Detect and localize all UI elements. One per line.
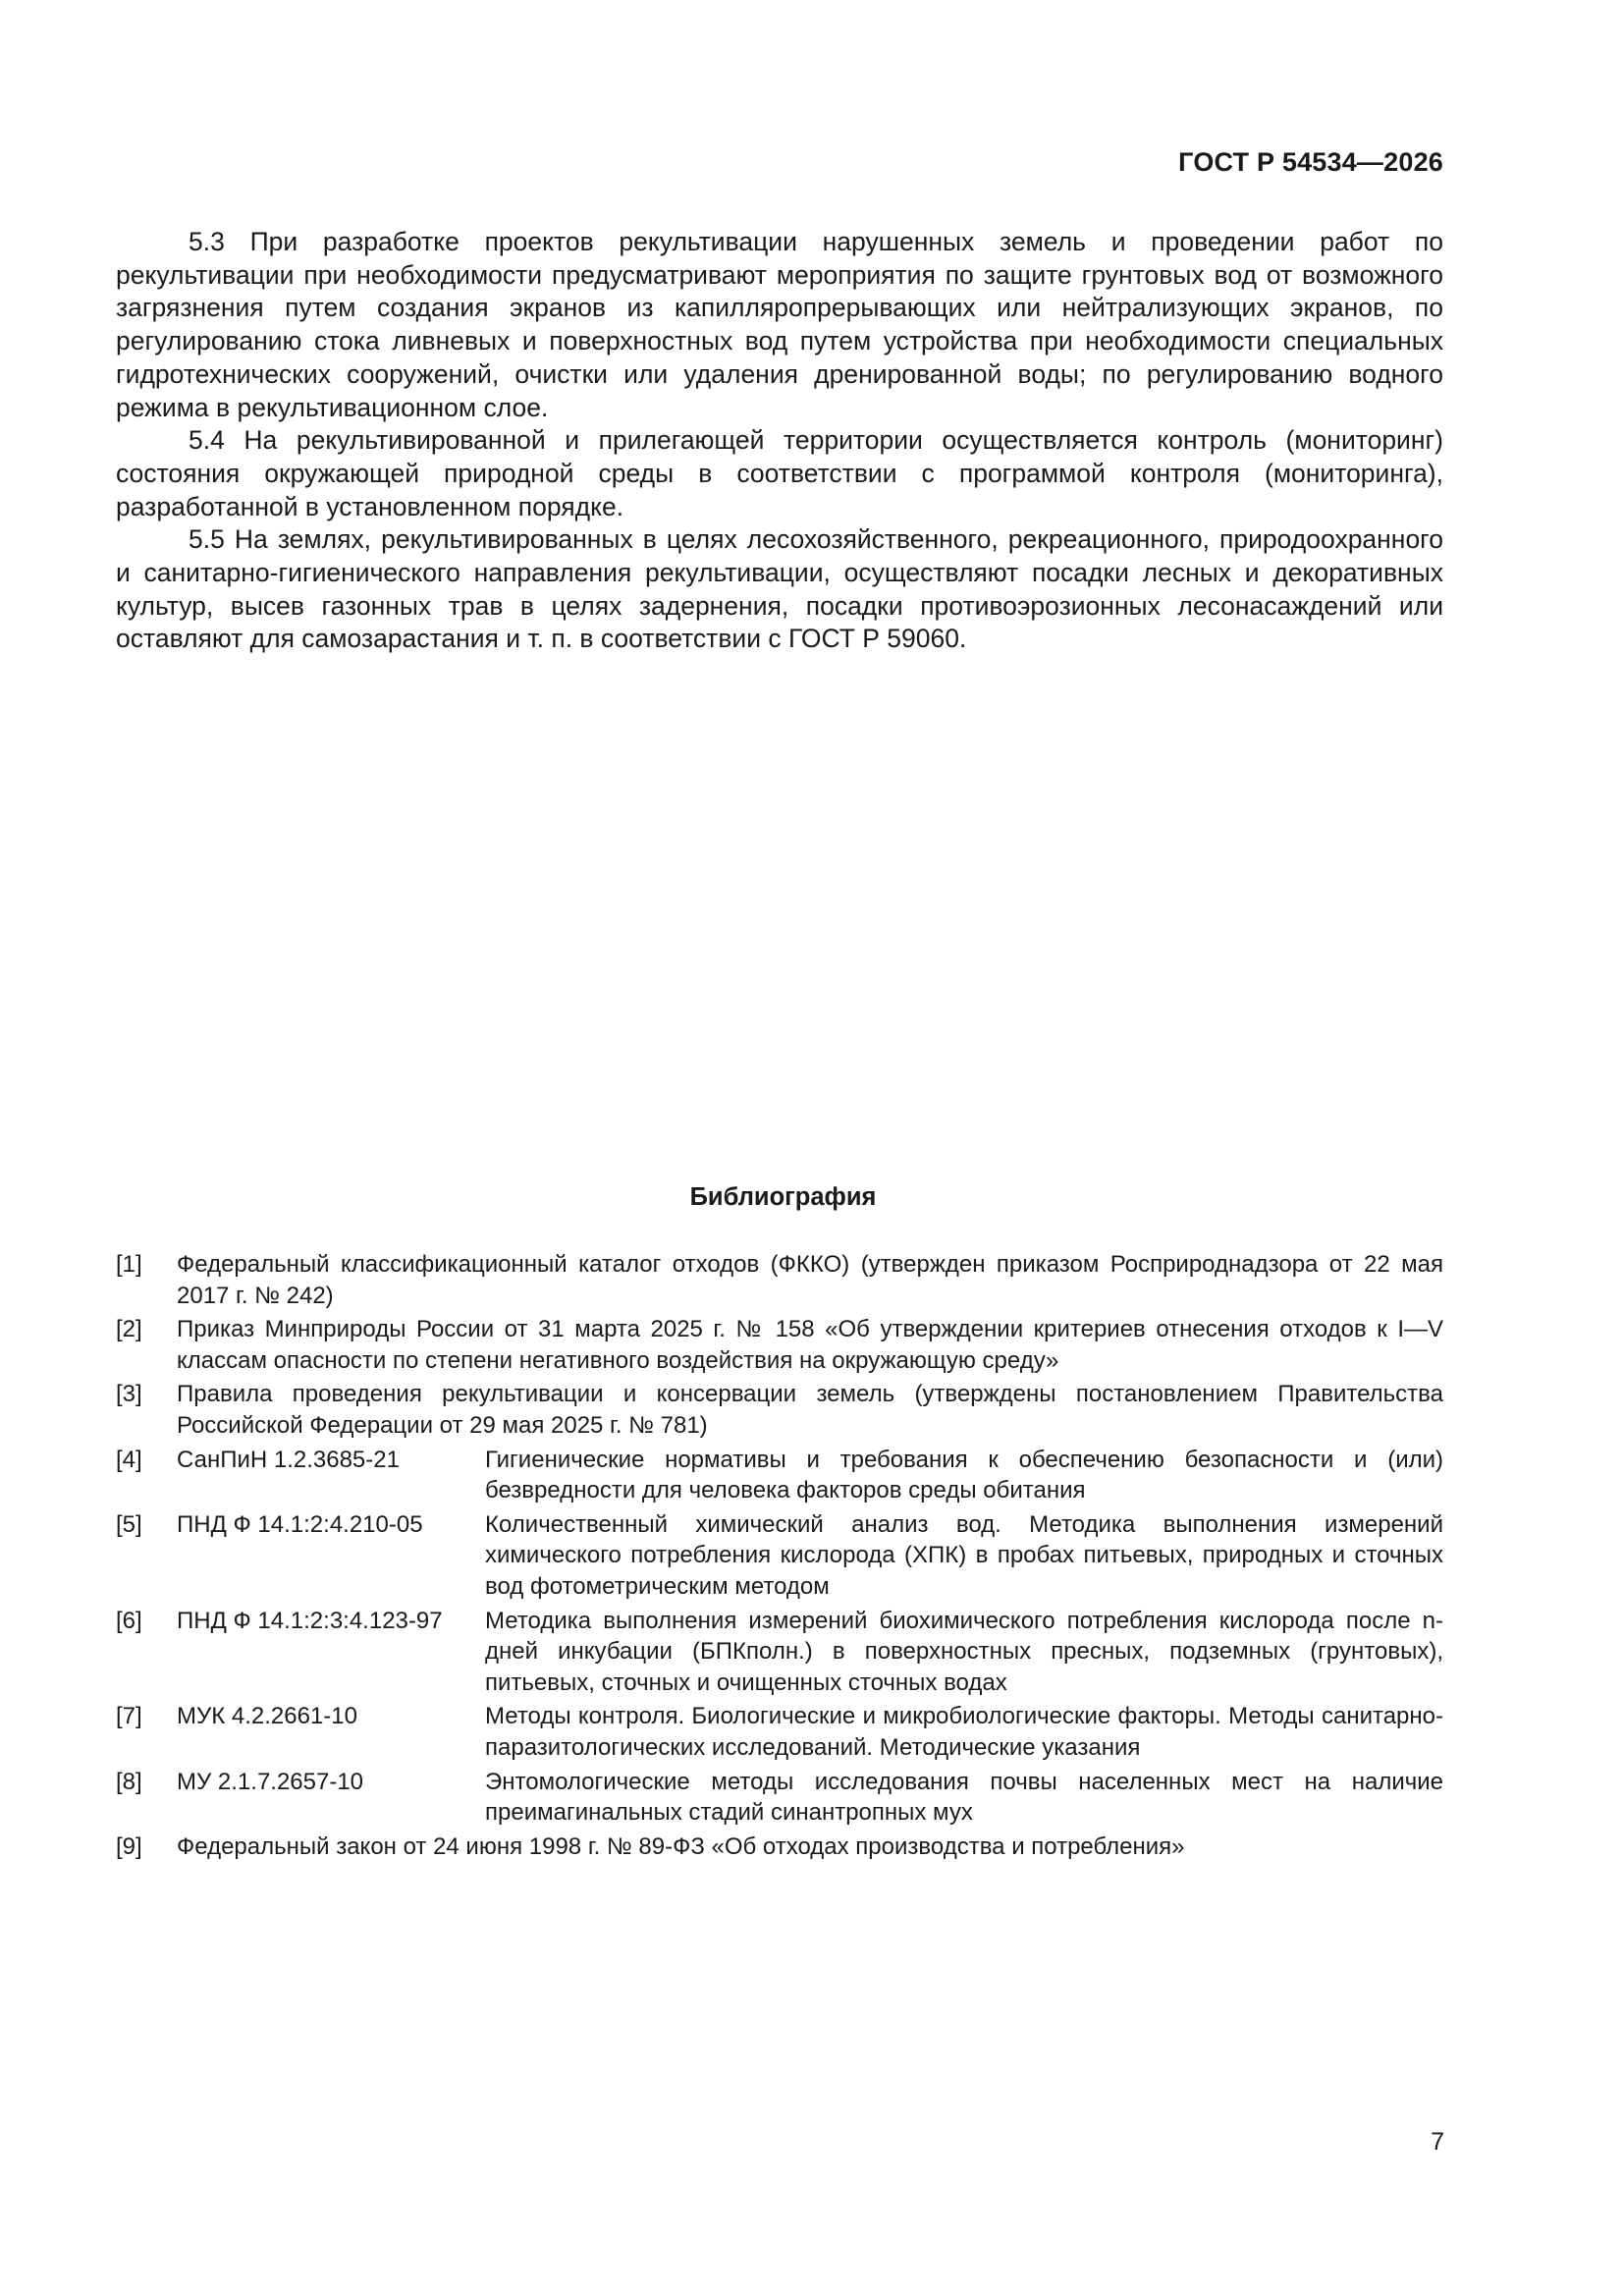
bibliography-entry-9 [116, 1831, 1443, 1863]
entry-text: Методика выполнения измерений биохимического потребления кислорода после n-дней инкубации (БПКполн.) в поверхностных пресных, подземных (грунтовых), питьевых, сточных и очищенных сточных водах [485, 1607, 1443, 1696]
entry-number: [2] [116, 1316, 142, 1343]
main-text [116, 226, 1443, 656]
bibliography-entry-4 [116, 1445, 1443, 1506]
bibliography-entry-7 [116, 1701, 1443, 1763]
bibliography-entry-6 [116, 1606, 1443, 1699]
entry-number: [3] [116, 1381, 142, 1408]
bibliography-entry-2 [116, 1314, 1443, 1376]
entry-text: Количественный химический анализ вод. Методика выполнения измерений химического потребления кислорода (ХПК) в пробах питьевых, природных и сточных вод фотометрическим методом [485, 1510, 1443, 1600]
document-code: ГОСТ Р 54534—2026 [1178, 147, 1443, 177]
bibliography-entry-3 [116, 1379, 1443, 1441]
bibliography-entry-8 [116, 1767, 1443, 1829]
entry-code: МУ 2.1.7.2657-10 [177, 1768, 364, 1795]
entry-text: Правила проведения рекультивации и консервации земель (утверждены постановлением Правительства Российской Федерации от 29 мая 2025 г. № 781) [177, 1381, 1443, 1439]
entry-text: Приказ Минприроды России от 31 марта 2025 г. № 158 «Об утверждении критериев отнесения отходов к I—V классам опасности по степени негативного воздействия на окружающую среду» [177, 1316, 1443, 1374]
entry-text: Федеральный классификационный каталог отходов (ФККО) (утвержден приказом Росприроднадзора от 22 мая 2017 г. № 242) [177, 1251, 1443, 1309]
entry-number: [1] [116, 1251, 142, 1278]
entry-number: [9] [116, 1832, 142, 1860]
entry-code: ПНД Ф 14.1:2:4.210-05 [177, 1510, 423, 1538]
entry-number: [5] [116, 1510, 142, 1538]
bibliography-list [116, 1249, 1443, 1865]
entry-number: [6] [116, 1607, 142, 1634]
page-number: 7 [1431, 2128, 1444, 2156]
paragraph-5-4: 5.4 На рекультивированной и прилегающей территории осуществляется контроль (мониторинг) состояния окружающей природной среды в соответствии с программой контроля (мониторинга), разработанной в установленном порядке. [116, 425, 1443, 521]
entry-text: Методы контроля. Биологические и микробиологические факторы. Методы санитарно-паразитологических исследований. Методические указания [485, 1703, 1443, 1761]
bibliography-entry-1 [116, 1249, 1443, 1311]
entry-code: СанПиН 1.2.3685-21 [177, 1446, 400, 1473]
entry-number: [8] [116, 1768, 142, 1795]
entry-code: МУК 4.2.2661-10 [177, 1703, 357, 1730]
entry-text: Энтомологические методы исследования почвы населенных мест на наличие преимагинальных стадий синантропных мух [485, 1768, 1443, 1827]
paragraph-5-5: 5.5 На землях, рекультивированных в целях лесохозяйственного, рекреационного, природоохранного и санитарно-гигиенического направления рекультивации, осуществляют посадки лесных и декоративных культур, высев газонных трав в целях задернения, посадки противоэрозионных лесонасаждений или оставляют для самозарастания и т. п. в соответствии с ГОСТ Р 59060. [116, 524, 1443, 654]
entry-text: Гигиенические нормативы и требования к обеспечению безопасности и (или) безвредности для человека факторов среды обитания [485, 1446, 1443, 1504]
entry-number: [7] [116, 1703, 142, 1730]
entry-code: ПНД Ф 14.1:2:3:4.123-97 [177, 1607, 443, 1634]
entry-number: [4] [116, 1446, 142, 1473]
paragraph-5-3: 5.3 При разработке проектов рекультивации нарушенных земель и проведении работ по рекультивации при необходимости предусматривают мероприятия по защите грунтовых вод от возможного загрязнения путем создания экранов из капилляропрерывающих или нейтрализующих экранов, по регулированию стока ливневых и поверхностных вод путем устройства при необходимости специальных гидротехнических сооружений, очистки или удаления дренированной воды; по регулированию водного режима в рекультивационном слое. [116, 227, 1443, 422]
entry-text: Федеральный закон от 24 июня 1998 г. № 89-ФЗ «Об отходах производства и потребления» [177, 1832, 1185, 1860]
bibliography-title: Библиография [689, 1183, 877, 1211]
bibliography-entry-5 [116, 1509, 1443, 1603]
